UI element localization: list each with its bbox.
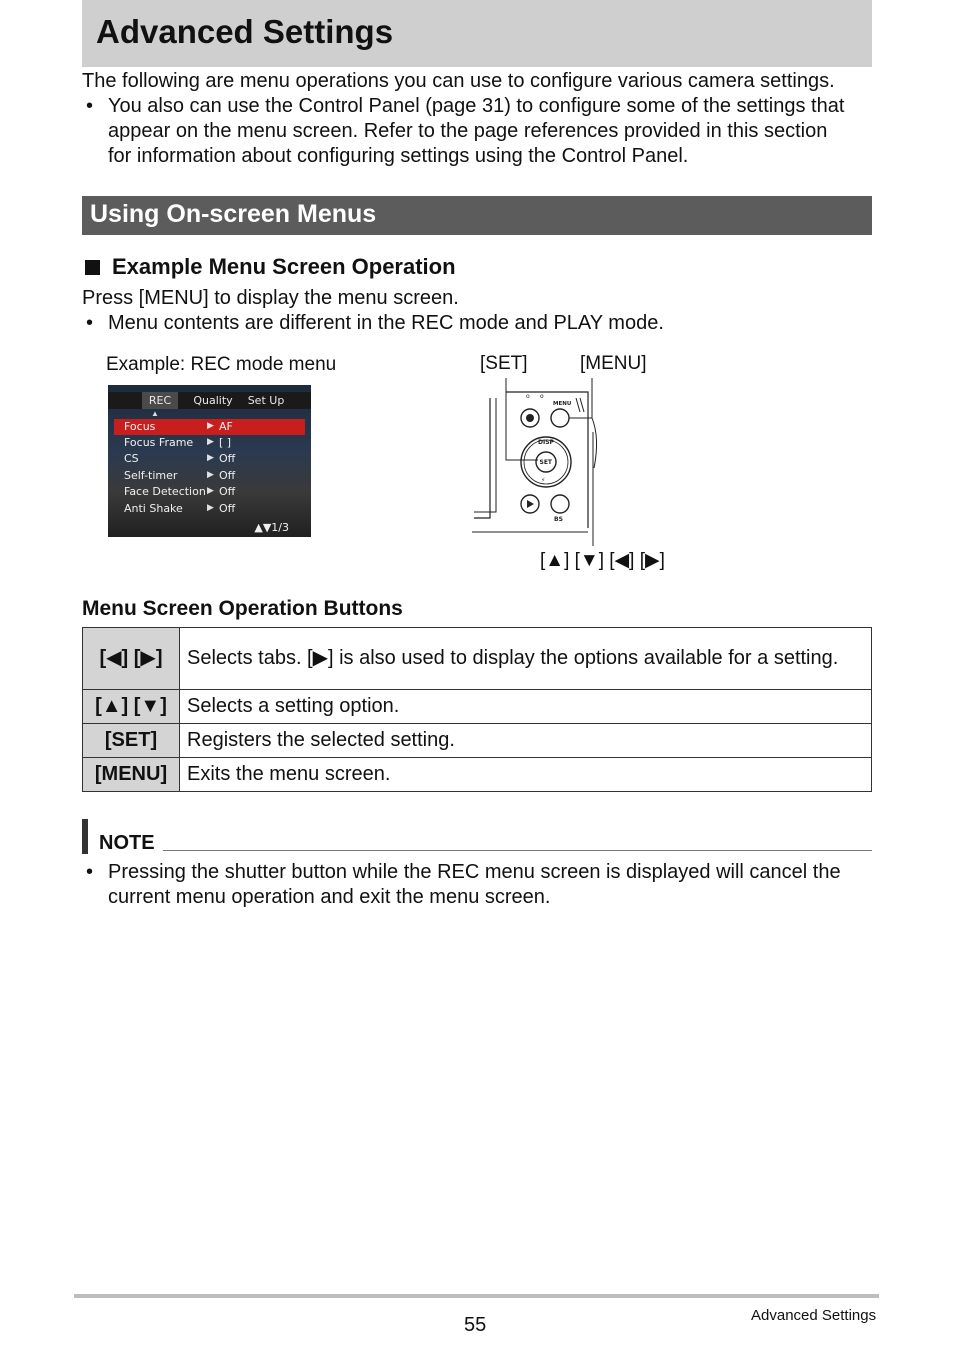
menu-page-indicator: ▲▼1/3 (254, 521, 289, 534)
intro-bullet-line: for information about configuring settings using the Control Panel. (108, 145, 689, 167)
subsection-title: Example Menu Screen Operation (112, 254, 456, 279)
table-row (83, 758, 872, 792)
table-desc: Registers the selected setting. (180, 724, 872, 758)
table-key: [▲] [▼] (83, 690, 180, 724)
note-bullet-line: Pressing the shutter button while the REC menu screen is displayed will cancel the (108, 861, 841, 883)
table-key: [◀] [▶] (83, 628, 180, 690)
note-bullet: • Pressing the shutter button while the REC menu screen is displayed will cancel the current menu operation and exit the menu screen. (86, 861, 841, 908)
table-desc: Exits the menu screen. (180, 758, 872, 792)
menu-button-label: MENU (553, 401, 572, 407)
subsection-paragraph: Press [MENU] to display the menu screen. (82, 287, 459, 309)
arrow-right-icon: ▶ (207, 436, 214, 446)
arrow-right-icon: ▶ (207, 452, 214, 462)
bs-label: BS (554, 516, 563, 523)
subsection-bullet: • Menu contents are different in the REC mode and PLAY mode. (86, 312, 664, 334)
scroll-up-icon: ▲ (151, 409, 159, 418)
menu-row: Anti Shake ▶ Off (124, 502, 236, 515)
operation-buttons-table (82, 627, 872, 792)
table-desc: Selects a setting option. (180, 690, 872, 724)
arrows-callout-label: [▲] [▼] [◀] [▶] (540, 550, 665, 571)
intro-bullet-line: appear on the menu screen. Refer to the page references provided in this section (108, 120, 828, 142)
arrow-right-icon: ▶ (207, 469, 214, 479)
note-marker (82, 819, 88, 854)
menu-tab-quality: Quality (193, 394, 233, 407)
footer-rule (74, 1294, 879, 1298)
intro-paragraph: The following are menu operations you can use to configure various camera settings. (82, 70, 835, 92)
arrow-right-icon: ▶ (207, 502, 214, 512)
menu-tab-setup: Set Up (247, 394, 285, 407)
page-number: 55 (464, 1314, 487, 1336)
menu-row: Focus ▶ AF (114, 419, 305, 435)
menu-tabs (108, 392, 311, 409)
menu-tab-rec: REC (142, 392, 178, 409)
arrow-right-icon: ▶ (207, 420, 214, 430)
page-title: Advanced Settings (96, 13, 394, 50)
menu-row: Focus Frame ▶ [ ] (124, 436, 232, 449)
bs-button (551, 495, 569, 513)
note-divider (163, 850, 872, 851)
table-desc: Selects tabs. [▶] is also used to display the options available for a setting. (180, 628, 872, 690)
table-row (83, 628, 872, 690)
table-row (83, 690, 872, 724)
note-bullet-line: current menu operation and exit the menu screen. (108, 886, 551, 908)
set-label: SET (539, 459, 553, 466)
svg-text:o: o (526, 393, 530, 400)
intro-bullet-line: You also can use the Control Panel (page 31) to configure some of the settings that (108, 95, 845, 117)
section-title: Using On-screen Menus (90, 200, 377, 228)
intro-bullet: • You also can use the Control Panel (page 31) to configure some of the settings that appear on the menu screen. Refer to the page references provided in this section for information about configuring settings using the Control Panel. (86, 95, 845, 167)
table-row (83, 724, 872, 758)
menu-row: Self-timer ▶ Off (124, 469, 236, 482)
set-callout-label: [SET] (480, 353, 528, 374)
menu-row: CS ▶ Off (124, 452, 236, 465)
example-caption: Example: REC mode menu (106, 354, 337, 375)
menu-callout-label: [MENU] (580, 353, 647, 374)
rec-menu-screen (108, 385, 311, 537)
svg-text:o: o (540, 393, 544, 400)
camera-icon (526, 414, 534, 422)
table-key: [MENU] (83, 758, 180, 792)
flash-icon: ⚡ (541, 477, 546, 484)
menu-button (551, 409, 569, 427)
note-label: NOTE (99, 832, 155, 854)
table-title: Menu Screen Operation Buttons (82, 597, 403, 620)
camera-back-illustration (470, 378, 610, 548)
square-bullet-icon (85, 260, 100, 275)
arrow-right-icon: ▶ (207, 485, 214, 495)
subsection-bullet-text: Menu contents are different in the REC mode and PLAY mode. (108, 312, 664, 334)
menu-row: Face Detection ▶ Off (124, 485, 236, 498)
footer-section-name: Advanced Settings (751, 1307, 877, 1324)
table-key: [SET] (83, 724, 180, 758)
disp-label: DISP (538, 439, 554, 446)
